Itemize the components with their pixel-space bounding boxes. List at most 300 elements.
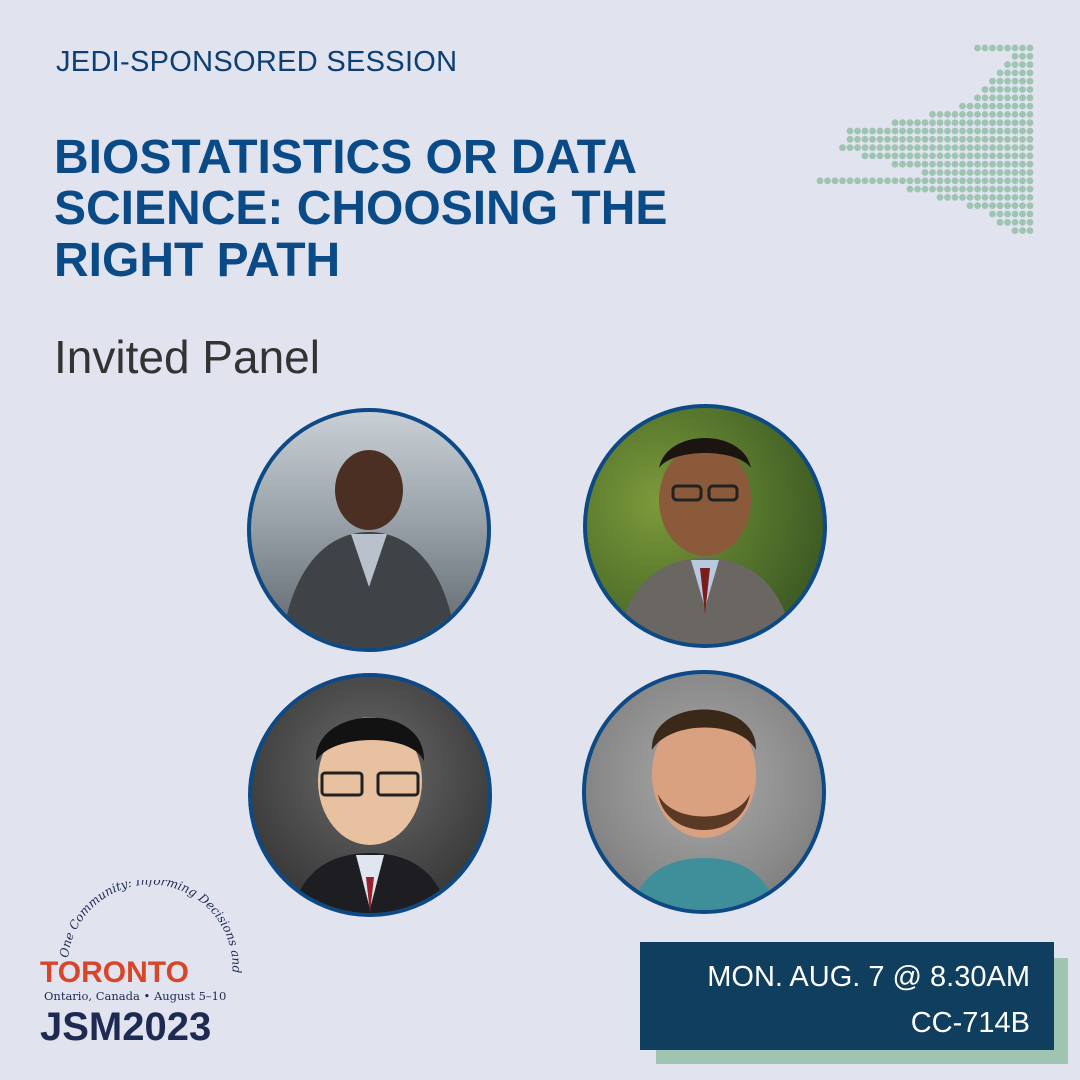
pattern-dot — [892, 153, 899, 160]
pattern-dot — [982, 45, 989, 52]
pattern-dot — [922, 169, 929, 176]
pattern-dot — [892, 161, 899, 168]
pattern-dot — [1004, 128, 1011, 135]
pattern-dot — [929, 144, 936, 151]
pattern-dot — [1027, 144, 1034, 151]
pattern-dot — [1019, 136, 1026, 143]
pattern-dot — [974, 94, 981, 101]
pattern-dot — [1004, 161, 1011, 168]
pattern-dot — [937, 119, 944, 126]
pattern-dot — [1019, 111, 1026, 118]
pattern-dot — [997, 144, 1004, 151]
pattern-dot — [997, 194, 1004, 201]
pattern-dot — [884, 153, 891, 160]
pattern-dot — [862, 136, 869, 143]
pattern-dot — [929, 153, 936, 160]
pattern-dot — [997, 103, 1004, 110]
pattern-dot — [1012, 94, 1019, 101]
pattern-dot — [1019, 186, 1026, 193]
pattern-dot — [914, 177, 921, 184]
pattern-dot — [989, 161, 996, 168]
pattern-dot — [937, 194, 944, 201]
pattern-dot — [1012, 86, 1019, 93]
pattern-dot — [982, 94, 989, 101]
pattern-dot — [937, 177, 944, 184]
pattern-dot — [1012, 177, 1019, 184]
pattern-dot — [997, 45, 1004, 52]
pattern-dot — [967, 186, 974, 193]
pattern-dot — [1019, 78, 1026, 85]
pattern-dot — [1012, 70, 1019, 77]
pattern-dot — [1004, 70, 1011, 77]
pattern-dot — [982, 161, 989, 168]
pattern-dot — [929, 111, 936, 118]
pattern-dot — [944, 177, 951, 184]
pattern-dot — [959, 177, 966, 184]
pattern-dot — [967, 153, 974, 160]
pattern-dot — [1012, 144, 1019, 151]
pattern-dot — [929, 186, 936, 193]
pattern-dot — [907, 136, 914, 143]
pattern-dot — [967, 128, 974, 135]
pattern-dot — [974, 161, 981, 168]
pattern-dot — [1019, 177, 1026, 184]
pattern-dot — [854, 144, 861, 151]
pattern-dot — [1012, 136, 1019, 143]
pattern-dot — [944, 194, 951, 201]
pattern-dot — [899, 128, 906, 135]
pattern-dot — [922, 136, 929, 143]
pattern-dot — [944, 144, 951, 151]
pattern-dot — [989, 94, 996, 101]
pattern-dot — [899, 177, 906, 184]
pattern-dot — [1019, 86, 1026, 93]
pattern-dot — [959, 161, 966, 168]
pattern-dot — [952, 144, 959, 151]
pattern-dot — [974, 128, 981, 135]
panelist-photo-3 — [248, 673, 492, 917]
pattern-dot — [1004, 94, 1011, 101]
pattern-dot — [907, 144, 914, 151]
pattern-dot — [989, 111, 996, 118]
pattern-dot — [944, 161, 951, 168]
pattern-dot — [1012, 194, 1019, 201]
pattern-dot — [922, 177, 929, 184]
pattern-dot — [1019, 211, 1026, 218]
pattern-dot — [937, 111, 944, 118]
pattern-dot — [1004, 194, 1011, 201]
pattern-dot — [959, 119, 966, 126]
pattern-dot — [884, 144, 891, 151]
pattern-dot — [989, 119, 996, 126]
pattern-dot — [937, 144, 944, 151]
pattern-dot — [974, 177, 981, 184]
pattern-dot — [944, 186, 951, 193]
pattern-dot — [1004, 111, 1011, 118]
pattern-dot — [989, 144, 996, 151]
pattern-dot — [1004, 211, 1011, 218]
pattern-dot — [944, 111, 951, 118]
pattern-dot — [952, 128, 959, 135]
pattern-dot — [967, 111, 974, 118]
pattern-dot — [907, 177, 914, 184]
pattern-dot — [899, 153, 906, 160]
pattern-dot — [974, 186, 981, 193]
session-room: CC-714B — [910, 1007, 1030, 1039]
pattern-dot — [847, 128, 854, 135]
pattern-dot — [1012, 103, 1019, 110]
pattern-dot — [884, 177, 891, 184]
pattern-dot — [1019, 119, 1026, 126]
pattern-dot — [1004, 169, 1011, 176]
pattern-dot — [974, 202, 981, 209]
pattern-dot — [907, 161, 914, 168]
pattern-dot — [982, 136, 989, 143]
pattern-dot — [952, 136, 959, 143]
pattern-dot — [1027, 103, 1034, 110]
pattern-dot — [1004, 219, 1011, 226]
session-title-line-1: BIOSTATISTICS OR DATA — [54, 131, 638, 184]
pattern-dot — [997, 186, 1004, 193]
pattern-dot — [1019, 153, 1026, 160]
pattern-dot — [922, 161, 929, 168]
pattern-dot — [914, 128, 921, 135]
pattern-dot — [1019, 169, 1026, 176]
pattern-dot — [824, 177, 831, 184]
pattern-dot — [839, 177, 846, 184]
panelist-photo-4 — [582, 670, 826, 914]
pattern-dot — [869, 144, 876, 151]
pattern-dot — [974, 136, 981, 143]
pattern-dot — [1004, 177, 1011, 184]
pattern-dot — [892, 144, 899, 151]
pattern-dot — [854, 136, 861, 143]
pattern-dot — [1004, 86, 1011, 93]
pattern-dot — [892, 128, 899, 135]
pattern-dot — [1012, 227, 1019, 234]
pattern-dot — [869, 177, 876, 184]
pattern-dot — [959, 186, 966, 193]
pattern-dot — [1019, 194, 1026, 201]
pattern-dot — [997, 128, 1004, 135]
pattern-dot — [937, 136, 944, 143]
pattern-dot — [1027, 61, 1034, 68]
pattern-dot — [914, 136, 921, 143]
pattern-dot — [1004, 45, 1011, 52]
pattern-dot — [1027, 128, 1034, 135]
pattern-dot — [974, 45, 981, 52]
pattern-dot — [959, 194, 966, 201]
pattern-dot — [892, 177, 899, 184]
logo-location: Ontario, Canada • August 5–10 — [44, 989, 227, 1003]
pattern-dot — [862, 128, 869, 135]
pattern-dot — [944, 136, 951, 143]
pattern-dot — [989, 45, 996, 52]
pattern-dot — [929, 177, 936, 184]
pattern-dot — [952, 169, 959, 176]
pattern-dot — [1012, 119, 1019, 126]
pattern-dot — [982, 194, 989, 201]
pattern-dot — [1012, 111, 1019, 118]
pattern-dot — [1027, 194, 1034, 201]
pattern-dot — [1012, 53, 1019, 60]
pattern-dot — [1012, 153, 1019, 160]
pattern-dot — [1019, 61, 1026, 68]
pattern-dot — [869, 136, 876, 143]
pattern-dot — [967, 177, 974, 184]
pattern-dot — [817, 177, 824, 184]
pattern-dot — [1012, 61, 1019, 68]
pattern-dot — [914, 144, 921, 151]
pattern-dot — [997, 219, 1004, 226]
pattern-dot — [982, 144, 989, 151]
panelist-photo-2 — [583, 404, 827, 648]
pattern-dot — [877, 144, 884, 151]
pattern-dot — [1012, 78, 1019, 85]
pattern-dot — [854, 128, 861, 135]
pattern-dot — [1027, 177, 1034, 184]
pattern-dot — [884, 136, 891, 143]
pattern-dot — [907, 128, 914, 135]
session-info-box — [640, 942, 1054, 1050]
pattern-dot — [959, 103, 966, 110]
pattern-dot — [989, 153, 996, 160]
pattern-dot — [1027, 227, 1034, 234]
pattern-dot — [929, 136, 936, 143]
pattern-dot — [1027, 45, 1034, 52]
pattern-dot — [952, 194, 959, 201]
pattern-dot — [1027, 86, 1034, 93]
pattern-dot — [1027, 78, 1034, 85]
pattern-dot — [1004, 202, 1011, 209]
pattern-dot — [929, 161, 936, 168]
pattern-dot — [937, 128, 944, 135]
pattern-dot — [959, 128, 966, 135]
pattern-dot — [997, 169, 1004, 176]
pattern-dot — [959, 169, 966, 176]
pattern-dot — [997, 202, 1004, 209]
pattern-dot — [974, 194, 981, 201]
pattern-dot — [1012, 211, 1019, 218]
eyebrow-label: JEDI-SPONSORED SESSION — [56, 46, 458, 78]
pattern-dot — [952, 111, 959, 118]
pattern-dot — [982, 169, 989, 176]
pattern-dot — [952, 186, 959, 193]
pattern-dot — [982, 202, 989, 209]
pattern-dot — [899, 161, 906, 168]
pattern-dot — [1027, 136, 1034, 143]
pattern-dot — [974, 153, 981, 160]
pattern-dot — [989, 202, 996, 209]
pattern-dot — [884, 128, 891, 135]
pattern-dot — [997, 111, 1004, 118]
pattern-dot — [899, 144, 906, 151]
pattern-dot — [944, 128, 951, 135]
pattern-dot — [907, 153, 914, 160]
pattern-dot — [967, 161, 974, 168]
pattern-dot — [914, 186, 921, 193]
pattern-dot — [914, 161, 921, 168]
pattern-dot — [982, 86, 989, 93]
pattern-dot — [1012, 45, 1019, 52]
pattern-dot — [892, 119, 899, 126]
pattern-dot — [922, 153, 929, 160]
pattern-dot — [937, 169, 944, 176]
pattern-dot — [997, 119, 1004, 126]
pattern-dot — [1012, 161, 1019, 168]
session-type: Invited Panel — [54, 331, 320, 383]
pattern-dot — [989, 78, 996, 85]
pattern-dot — [997, 78, 1004, 85]
pattern-dot — [1019, 227, 1026, 234]
pattern-dot — [967, 194, 974, 201]
pattern-dot — [877, 136, 884, 143]
pattern-dot — [1027, 111, 1034, 118]
pattern-dot — [959, 153, 966, 160]
pattern-dot — [1027, 161, 1034, 168]
pattern-dot — [982, 103, 989, 110]
pattern-dot — [989, 128, 996, 135]
pattern-dot — [1004, 119, 1011, 126]
decorative-dot-pattern — [800, 40, 1040, 292]
pattern-dot — [989, 211, 996, 218]
pattern-dot — [952, 161, 959, 168]
pattern-dot — [959, 111, 966, 118]
pattern-dot — [929, 169, 936, 176]
pattern-dot — [1004, 186, 1011, 193]
pattern-dot — [1027, 153, 1034, 160]
pattern-dot — [922, 128, 929, 135]
pattern-dot — [922, 186, 929, 193]
pattern-dot — [989, 177, 996, 184]
pattern-dot — [937, 161, 944, 168]
pattern-dot — [1019, 219, 1026, 226]
pattern-dot — [892, 136, 899, 143]
logo-event: JSM2023 — [40, 1005, 212, 1049]
pattern-dot — [944, 169, 951, 176]
pattern-dot — [899, 119, 906, 126]
pattern-dot — [877, 153, 884, 160]
pattern-dot — [997, 70, 1004, 77]
pattern-dot — [974, 144, 981, 151]
pattern-dot — [982, 128, 989, 135]
pattern-dot — [952, 177, 959, 184]
pattern-dot — [1019, 70, 1026, 77]
pattern-dot — [877, 177, 884, 184]
pattern-dot — [974, 119, 981, 126]
pattern-dot — [982, 177, 989, 184]
pattern-dot — [1027, 53, 1034, 60]
pattern-dot — [944, 119, 951, 126]
pattern-dot — [1012, 128, 1019, 135]
pattern-dot — [967, 136, 974, 143]
pattern-dot — [974, 103, 981, 110]
pattern-dot — [862, 177, 869, 184]
pattern-dot — [1019, 144, 1026, 151]
pattern-dot — [967, 103, 974, 110]
pattern-dot — [982, 153, 989, 160]
pattern-dot — [997, 136, 1004, 143]
pattern-dot — [832, 177, 839, 184]
pattern-dot — [907, 186, 914, 193]
pattern-dot — [944, 153, 951, 160]
pattern-dot — [1004, 136, 1011, 143]
pattern-dot — [922, 144, 929, 151]
pattern-dot — [1012, 186, 1019, 193]
pattern-dot — [1027, 202, 1034, 209]
session-title-line-2: SCIENCE: CHOOSING THE — [54, 182, 668, 236]
pattern-dot — [1027, 119, 1034, 126]
pattern-dot — [1027, 211, 1034, 218]
pattern-dot — [1027, 169, 1034, 176]
panelist-photo-1 — [247, 408, 491, 652]
pattern-dot — [1027, 219, 1034, 226]
pattern-dot — [1027, 94, 1034, 101]
pattern-dot — [1019, 128, 1026, 135]
pattern-dot — [862, 153, 869, 160]
session-title — [54, 132, 774, 286]
pattern-dot — [1004, 144, 1011, 151]
pattern-dot — [997, 86, 1004, 93]
pattern-dot — [967, 144, 974, 151]
pattern-dot — [982, 111, 989, 118]
pattern-dot — [1012, 169, 1019, 176]
pattern-dot — [1004, 103, 1011, 110]
pattern-dot — [1004, 153, 1011, 160]
pattern-dot — [967, 202, 974, 209]
pattern-dot — [1019, 45, 1026, 52]
session-datetime: MON. AUG. 7 @ 8.30AM — [707, 961, 1030, 993]
pattern-dot — [847, 136, 854, 143]
pattern-dot — [869, 153, 876, 160]
pattern-dot — [929, 119, 936, 126]
pattern-dot — [1012, 219, 1019, 226]
pattern-dot — [907, 119, 914, 126]
logo-arc-text: One Community: Informing Decisions and — [56, 880, 244, 974]
pattern-dot — [989, 103, 996, 110]
pattern-dot — [899, 136, 906, 143]
pattern-dot — [952, 119, 959, 126]
pattern-dot — [847, 144, 854, 151]
pattern-dot — [922, 119, 929, 126]
pattern-dot — [1019, 53, 1026, 60]
pattern-dot — [974, 111, 981, 118]
pattern-dot — [997, 94, 1004, 101]
pattern-dot — [937, 153, 944, 160]
pattern-dot — [982, 186, 989, 193]
logo-city: TORONTO — [40, 956, 189, 989]
pattern-dot — [989, 169, 996, 176]
pattern-dot — [967, 119, 974, 126]
session-title-line-3: RIGHT PATH — [54, 233, 341, 287]
pattern-dot — [914, 153, 921, 160]
pattern-dot — [929, 128, 936, 135]
pattern-dot — [989, 86, 996, 93]
pattern-dot — [967, 169, 974, 176]
pattern-dot — [974, 169, 981, 176]
pattern-dot — [1012, 202, 1019, 209]
pattern-dot — [989, 136, 996, 143]
pattern-dot — [989, 194, 996, 201]
pattern-dot — [997, 177, 1004, 184]
pattern-dot — [1019, 202, 1026, 209]
pattern-dot — [914, 119, 921, 126]
pattern-dot — [847, 177, 854, 184]
pattern-dot — [959, 144, 966, 151]
pattern-dot — [997, 211, 1004, 218]
pattern-dot — [952, 153, 959, 160]
pattern-dot — [869, 128, 876, 135]
